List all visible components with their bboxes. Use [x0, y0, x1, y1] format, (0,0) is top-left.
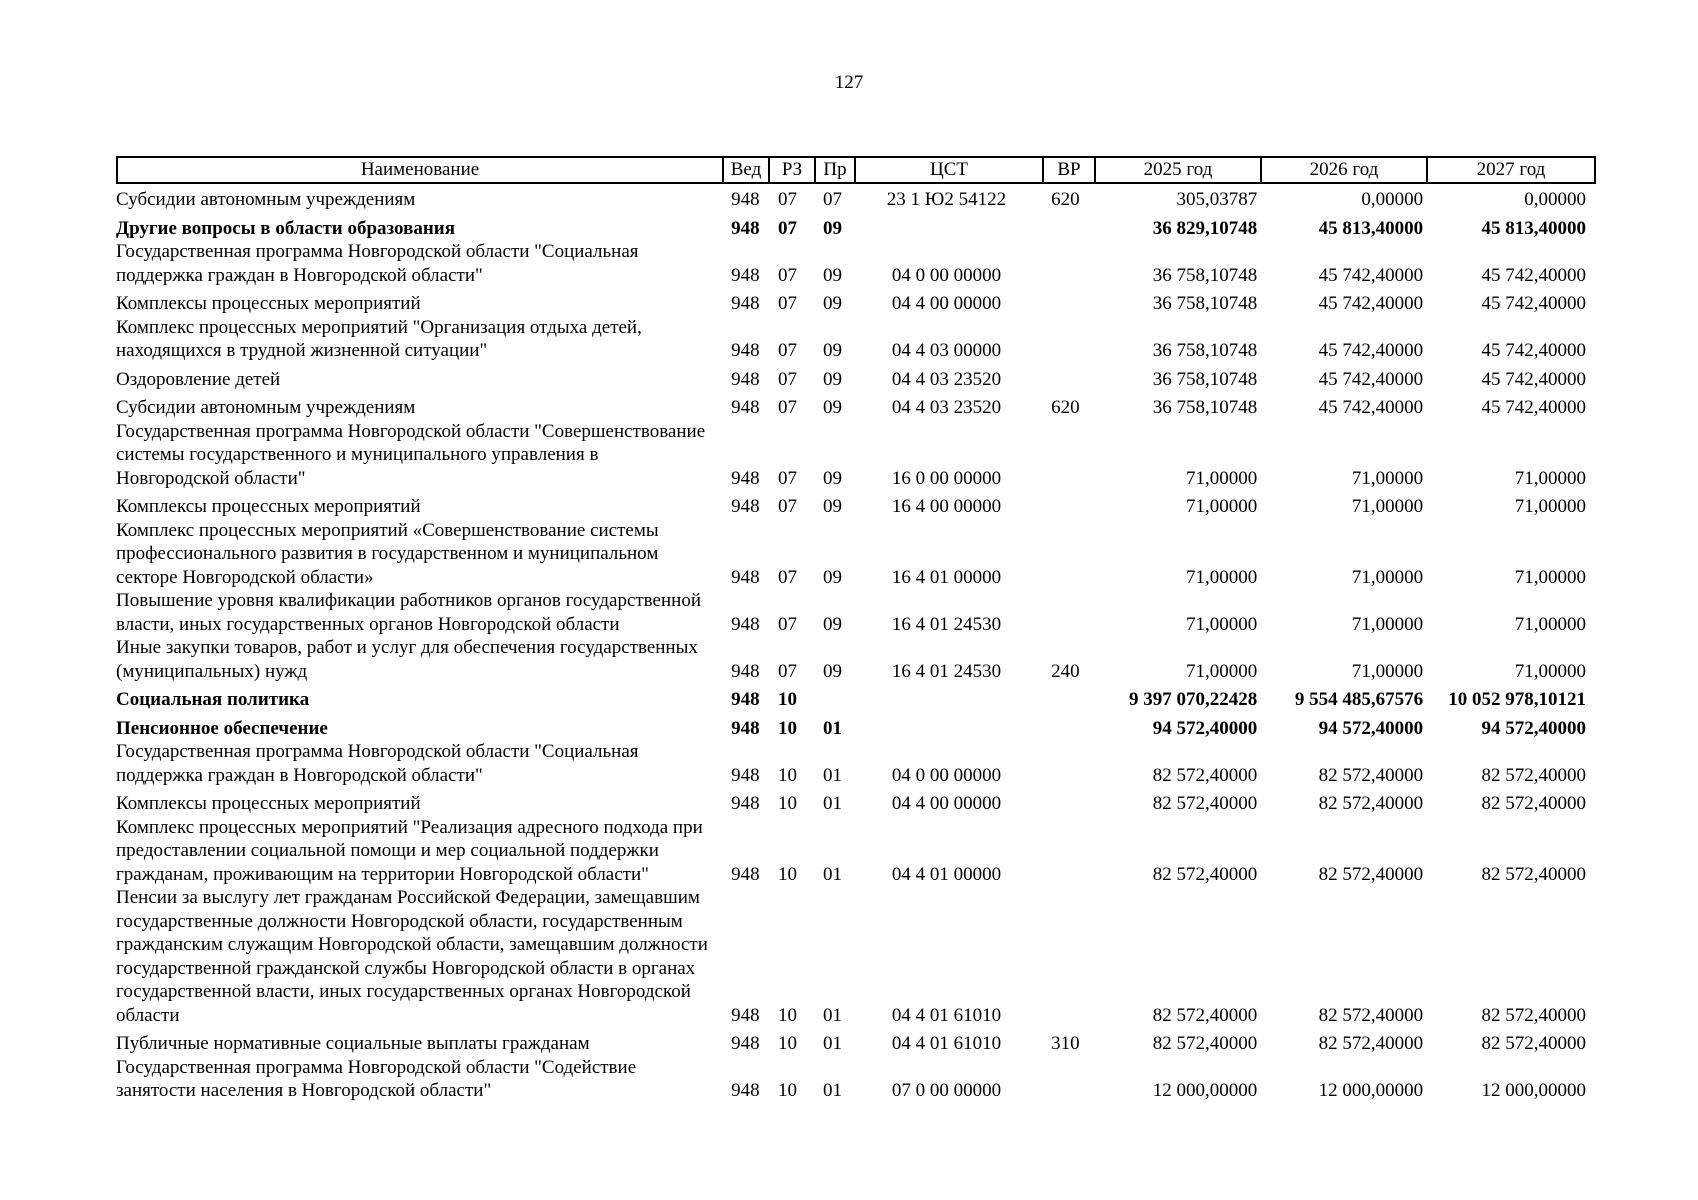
- cell-cst: 04 4 01 61010: [891, 1004, 1002, 1026]
- cell-pr: 09: [823, 293, 843, 314]
- cell-name: Комплексы процессных мероприятий: [116, 293, 421, 314]
- cell-name: Государственная программа Новгородской области "Социальная поддержка граждан в Новгородской области": [116, 241, 639, 286]
- cell-name: Иные закупки товаров, работ и услуг для обеспечения государственных (муниципальных) нужд: [116, 637, 698, 682]
- table-header: [116, 156, 1596, 184]
- cell-rz: 10: [778, 717, 798, 739]
- table-row: [116, 495, 1588, 519]
- cell-vr: 310: [1051, 1033, 1080, 1054]
- cell-rz: 10: [778, 764, 798, 786]
- cell-2025: 82 572,40000: [1152, 793, 1258, 814]
- cell-name: Субсидии автономным учреждениям: [116, 397, 416, 418]
- table-row: [116, 368, 1588, 392]
- cell-ved: 948: [731, 613, 760, 635]
- cell-pr: 09: [823, 340, 843, 361]
- cell-ved: 948: [731, 397, 760, 418]
- cell-cst: 04 4 03 23520: [891, 368, 1002, 390]
- table-row: [116, 396, 1588, 420]
- cell-rz: 07: [778, 368, 798, 390]
- budget-table-body: [116, 188, 1588, 1103]
- table-row: [116, 886, 1588, 1027]
- cell-2027: 45 813,40000: [1481, 217, 1587, 239]
- cell-2025: 305,03787: [1176, 189, 1258, 210]
- table-row: [116, 1032, 1588, 1056]
- cell-2027: 82 572,40000: [1481, 793, 1587, 814]
- cell-2026: 45 742,40000: [1318, 397, 1424, 418]
- cell-pr: 09: [823, 566, 843, 588]
- cell-2027: 10 052 978,10121: [1448, 689, 1587, 710]
- page-number: 127: [834, 72, 864, 93]
- cell-2026: 71,00000: [1351, 496, 1424, 517]
- cell-name: Государственная программа Новгородской области "Содействие занятости населения в Новгородской области": [116, 1056, 637, 1101]
- cell-2026: 82 572,40000: [1318, 793, 1424, 814]
- cell-pr: 01: [823, 764, 843, 786]
- cell-rz: 07: [778, 496, 798, 517]
- cell-vr: 620: [1051, 397, 1080, 418]
- cell-ved: 948: [731, 1080, 760, 1101]
- cell-2026: 12 000,00000: [1318, 1080, 1424, 1101]
- table-row: [116, 688, 1588, 712]
- cell-2026: 94 572,40000: [1318, 717, 1424, 739]
- cell-name: Повышение уровня квалификации работников органов государственной власти, иных государственных органов Новгородской области: [116, 590, 701, 635]
- cell-2026: 71,00000: [1351, 467, 1424, 489]
- cell-rz: 07: [778, 264, 798, 286]
- cell-cst: 04 4 03 23520: [891, 397, 1002, 418]
- cell-2026: 45 813,40000: [1318, 217, 1424, 239]
- cell-pr: 09: [823, 613, 843, 635]
- cell-pr: 09: [823, 660, 843, 682]
- cell-2027: 82 572,40000: [1481, 1033, 1587, 1054]
- cell-ved: 948: [731, 717, 760, 739]
- table-row: [116, 188, 1588, 212]
- cell-name: Комплексы процессных мероприятий: [116, 496, 421, 517]
- cell-rz: 07: [778, 397, 798, 418]
- cell-name: Другие вопросы в области образования: [116, 217, 456, 239]
- cell-ved: 948: [731, 496, 760, 517]
- cell-rz: 07: [778, 340, 798, 361]
- cell-pr: 01: [823, 793, 843, 814]
- cell-ved: 948: [731, 689, 760, 710]
- cell-2025: 36 829,10748: [1152, 217, 1258, 239]
- cell-cst: 04 0 00 00000: [891, 764, 1002, 786]
- cell-name: Оздоровление детей: [116, 368, 281, 390]
- cell-rz: 07: [778, 293, 798, 314]
- cell-pr: 09: [823, 496, 843, 517]
- cell-2027: 71,00000: [1514, 660, 1587, 682]
- cell-2025: 12 000,00000: [1152, 1080, 1258, 1101]
- cell-pr: 09: [823, 397, 843, 418]
- header-2026: 2026 год: [1262, 158, 1428, 182]
- cell-cst: 07 0 00 00000: [891, 1080, 1002, 1101]
- cell-ved: 948: [731, 793, 760, 814]
- cell-2027: 12 000,00000: [1481, 1080, 1587, 1101]
- header-ved: Вед: [724, 158, 770, 182]
- cell-rz: 07: [778, 566, 798, 588]
- header-rz: РЗ: [770, 158, 816, 182]
- table-row: [116, 240, 1588, 287]
- cell-2025: 71,00000: [1185, 613, 1258, 635]
- cell-vr: 240: [1051, 660, 1080, 682]
- cell-rz: 07: [778, 189, 798, 210]
- cell-2025: 36 758,10748: [1152, 293, 1258, 314]
- cell-pr: 01: [823, 863, 843, 885]
- cell-2027: 71,00000: [1514, 613, 1587, 635]
- cell-name: Пенсии за выслугу лет гражданам Российской Федерации, замещавшим государственные должности Новгородской области, государственным гражданским служащим Новгородской области, замещавшим должности государственной гражданской службы Новгородской области в органах государственной власти, иных государственных органах Новгородской области: [116, 887, 708, 1026]
- cell-cst: 16 4 01 24530: [891, 660, 1002, 682]
- cell-2026: 82 572,40000: [1318, 1004, 1424, 1026]
- cell-ved: 948: [731, 660, 760, 682]
- cell-2026: 82 572,40000: [1318, 764, 1424, 786]
- cell-2025: 82 572,40000: [1152, 764, 1258, 786]
- cell-pr: 01: [823, 1004, 843, 1026]
- cell-2026: 71,00000: [1351, 566, 1424, 588]
- cell-2026: 71,00000: [1351, 613, 1424, 635]
- cell-cst: 04 4 01 00000: [891, 863, 1002, 885]
- cell-2025: 36 758,10748: [1152, 368, 1258, 390]
- cell-ved: 948: [731, 368, 760, 390]
- cell-2026: 9 554 485,67576: [1294, 689, 1424, 710]
- table-row: [116, 589, 1588, 636]
- table-row: [116, 816, 1588, 887]
- cell-ved: 948: [731, 1004, 760, 1026]
- cell-2026: 82 572,40000: [1318, 1033, 1424, 1054]
- cell-ved: 948: [731, 1033, 760, 1054]
- cell-ved: 948: [731, 863, 760, 885]
- cell-name: Публичные нормативные социальные выплаты гражданам: [116, 1033, 590, 1054]
- cell-2025: 36 758,10748: [1152, 397, 1258, 418]
- cell-ved: 948: [731, 189, 760, 210]
- cell-2025: 71,00000: [1185, 660, 1258, 682]
- table-row: [116, 217, 1588, 241]
- cell-cst: 04 0 00 00000: [891, 264, 1002, 286]
- cell-pr: 09: [823, 264, 843, 286]
- cell-pr: 07: [823, 189, 843, 210]
- cell-2027: 45 742,40000: [1481, 397, 1587, 418]
- cell-cst: 04 4 01 61010: [891, 1033, 1002, 1054]
- cell-2025: 71,00000: [1185, 566, 1258, 588]
- cell-name: Государственная программа Новгородской области "Совершенствование системы государственного и муниципального управления в Новгородской области": [116, 420, 706, 489]
- cell-2027: 45 742,40000: [1481, 264, 1587, 286]
- cell-2027: 71,00000: [1514, 496, 1587, 517]
- cell-2026: 82 572,40000: [1318, 863, 1424, 885]
- cell-2026: 45 742,40000: [1318, 368, 1424, 390]
- cell-2025: 82 572,40000: [1152, 863, 1258, 885]
- cell-pr: 09: [823, 368, 843, 390]
- cell-pr: 09: [823, 217, 843, 239]
- cell-2027: 82 572,40000: [1481, 1004, 1587, 1026]
- cell-name: Комплекс процессных мероприятий «Совершенствование системы профессионального развития в государственном и муниципальном секторе Новгородской области»: [116, 519, 659, 588]
- cell-cst: 23 1 Ю2 54122: [886, 189, 1007, 210]
- cell-rz: 10: [778, 1033, 798, 1054]
- cell-2025: 9 397 070,22428: [1128, 689, 1258, 710]
- header-2027: 2027 год: [1476, 159, 1546, 180]
- cell-pr: 01: [823, 1080, 843, 1101]
- table-row: [116, 1056, 1588, 1103]
- table-row: [116, 717, 1588, 741]
- cell-ved: 948: [731, 764, 760, 786]
- cell-name: Социальная политика: [116, 689, 310, 710]
- cell-2027: 82 572,40000: [1481, 863, 1587, 885]
- cell-2027: 71,00000: [1514, 566, 1587, 588]
- table-row: [116, 519, 1588, 590]
- cell-ved: 948: [731, 340, 760, 361]
- header-2025: 2025 год: [1096, 158, 1262, 182]
- table-row: [116, 316, 1588, 363]
- cell-ved: 948: [731, 264, 760, 286]
- cell-cst: 04 4 03 00000: [891, 340, 1002, 361]
- cell-2026: 45 742,40000: [1318, 293, 1424, 314]
- table-row: [116, 792, 1588, 816]
- table-row: [116, 420, 1588, 491]
- cell-2025: 36 758,10748: [1152, 340, 1258, 361]
- cell-ved: 948: [731, 566, 760, 588]
- cell-rz: 10: [778, 1080, 798, 1101]
- cell-2025: 94 572,40000: [1152, 717, 1258, 739]
- cell-ved: 948: [731, 293, 760, 314]
- cell-2027: 71,00000: [1514, 467, 1587, 489]
- cell-cst: 16 4 00 00000: [891, 496, 1002, 517]
- cell-2025: 71,00000: [1185, 496, 1258, 517]
- cell-2025: 82 572,40000: [1152, 1033, 1258, 1054]
- cell-rz: 07: [778, 613, 798, 635]
- cell-2026: 45 742,40000: [1318, 340, 1424, 361]
- cell-2025: 71,00000: [1185, 467, 1258, 489]
- cell-2027: 45 742,40000: [1481, 340, 1587, 361]
- table-row: [116, 740, 1588, 787]
- cell-name: Субсидии автономным учреждениям: [116, 189, 416, 210]
- cell-rz: 07: [778, 660, 798, 682]
- cell-rz: 07: [778, 217, 798, 239]
- cell-cst: 16 4 01 24530: [891, 613, 1002, 635]
- cell-rz: 10: [778, 689, 798, 710]
- cell-pr: 01: [823, 717, 843, 739]
- cell-pr: 09: [823, 467, 843, 489]
- cell-2027: 45 742,40000: [1481, 293, 1587, 314]
- cell-2026: 71,00000: [1351, 660, 1424, 682]
- cell-name: Пенсионное обеспечение: [116, 717, 328, 739]
- cell-name: Комплексы процессных мероприятий: [116, 793, 421, 814]
- cell-rz: 10: [778, 1004, 798, 1026]
- table-row: [116, 292, 1588, 316]
- cell-ved: 948: [731, 217, 760, 239]
- header-vr: ВР: [1044, 158, 1096, 182]
- cell-cst: 16 4 01 00000: [891, 566, 1002, 588]
- cell-name: Государственная программа Новгородской области "Социальная поддержка граждан в Новгородской области": [116, 741, 639, 786]
- cell-pr: 01: [823, 1033, 843, 1054]
- cell-rz: 10: [778, 793, 798, 814]
- cell-2026: 0,00000: [1361, 189, 1424, 210]
- cell-vr: 620: [1051, 189, 1080, 210]
- header-cst: ЦСТ: [856, 158, 1044, 182]
- cell-2025: 82 572,40000: [1152, 1004, 1258, 1026]
- cell-2027: 94 572,40000: [1481, 717, 1587, 739]
- cell-name: Комплекс процессных мероприятий "Организация отдыха детей, находящихся в трудной жизненной ситуации": [116, 316, 642, 361]
- cell-rz: 07: [778, 467, 798, 489]
- cell-cst: 16 0 00 00000: [891, 467, 1002, 489]
- header-pr: Пр: [816, 158, 856, 182]
- cell-2025: 36 758,10748: [1152, 264, 1258, 286]
- cell-cst: 04 4 00 00000: [891, 293, 1002, 314]
- cell-2027: 82 572,40000: [1481, 764, 1587, 786]
- cell-cst: 04 4 00 00000: [891, 793, 1002, 814]
- cell-name: Комплекс процессных мероприятий "Реализация адресного подхода при предоставлении социальной помощи и мер социальной поддержки гражданам, проживающим на территории Новгородской области": [116, 816, 703, 885]
- cell-2027: 45 742,40000: [1481, 368, 1587, 390]
- cell-2026: 45 742,40000: [1318, 264, 1424, 286]
- header-name: Наименование: [118, 158, 724, 182]
- cell-ved: 948: [731, 467, 760, 489]
- cell-2027: 0,00000: [1524, 189, 1587, 210]
- cell-rz: 10: [778, 863, 798, 885]
- table-row: [116, 636, 1588, 683]
